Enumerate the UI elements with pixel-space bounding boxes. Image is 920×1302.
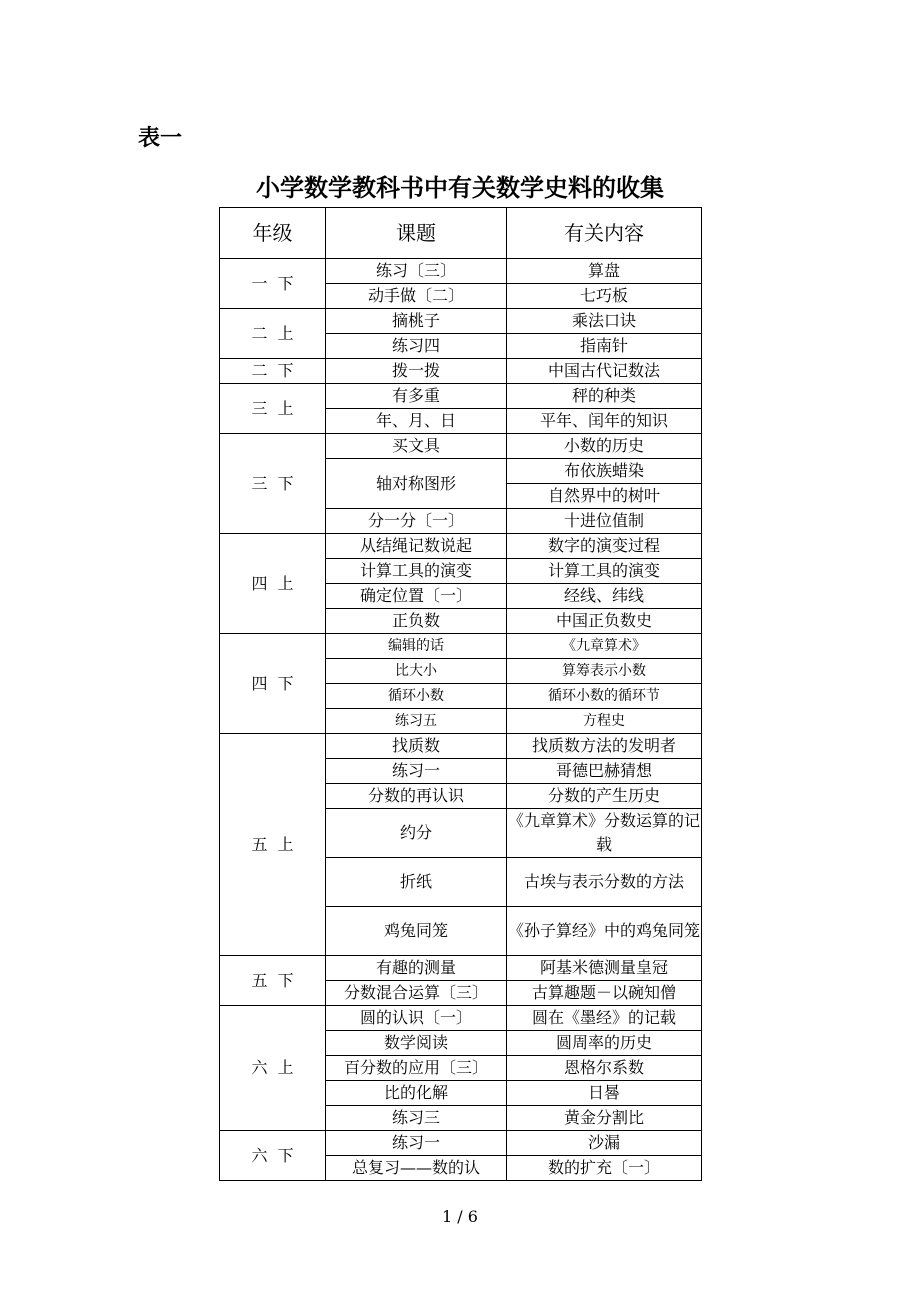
content-cell: 找质数方法的发明者: [507, 734, 702, 759]
topic-cell: 有多重: [326, 384, 507, 409]
topic-cell: 拨一拨: [326, 359, 507, 384]
grade-cell: 三下: [220, 434, 326, 534]
content-cell: 分数的产生历史: [507, 784, 702, 809]
topic-cell: 约分: [326, 809, 507, 858]
content-cell: 沙漏: [507, 1131, 702, 1156]
content-cell: 计算工具的演变: [507, 559, 702, 584]
content-cell: 乘法口诀: [507, 309, 702, 334]
topic-cell: 分数混合运算〔三〕: [326, 981, 507, 1006]
content-cell: 十进位值制: [507, 509, 702, 534]
content-cell: 中国古代记数法: [507, 359, 702, 384]
content-cell: 循环小数的循环节: [507, 684, 702, 709]
table-row: [220, 1006, 702, 1031]
header-topic: 课题: [326, 208, 507, 259]
topic-cell: 练习三: [326, 1106, 507, 1131]
topic-cell: 找质数: [326, 734, 507, 759]
topic-cell: 数学阅读: [326, 1031, 507, 1056]
topic-cell: 摘桃子: [326, 309, 507, 334]
content-cell: 中国正负数史: [507, 609, 702, 634]
content-cell: 恩格尔系数: [507, 1056, 702, 1081]
grade-cell: 二下: [220, 359, 326, 384]
content-cell: 圆周率的历史: [507, 1031, 702, 1056]
topic-cell: 比大小: [326, 659, 507, 684]
topic-cell: 分数的再认识: [326, 784, 507, 809]
topic-cell: 分一分〔一〕: [326, 509, 507, 534]
topic-cell: 有趣的测量: [326, 956, 507, 981]
topic-cell: 圆的认识〔一〕: [326, 1006, 507, 1031]
table-row: [220, 309, 702, 334]
content-cell: 日晷: [507, 1081, 702, 1106]
content-cell: 经线、纬线: [507, 584, 702, 609]
topic-cell: 买文具: [326, 434, 507, 459]
content-cell: 算筹表示小数: [507, 659, 702, 684]
topic-cell: 确定位置〔一〕: [326, 584, 507, 609]
content-cell: 《九章算术》分数运算的记载: [507, 809, 702, 858]
content-cell: 小数的历史: [507, 434, 702, 459]
table-row: [220, 434, 702, 459]
table-row: [220, 534, 702, 559]
table-row: [220, 734, 702, 759]
grade-cell: 六下: [220, 1131, 326, 1181]
topic-cell: 练习一: [326, 759, 507, 784]
topic-cell: 总复习——数的认: [326, 1156, 507, 1181]
grade-cell: 四上: [220, 534, 326, 634]
topic-cell: 练习一: [326, 1131, 507, 1156]
table-row: [220, 259, 702, 284]
content-cell: 数字的演变过程: [507, 534, 702, 559]
content-cell: 自然界中的树叶: [507, 484, 702, 509]
topic-cell: 练习五: [326, 709, 507, 734]
grade-cell: 二上: [220, 309, 326, 359]
content-cell: 《九章算术》: [507, 634, 702, 659]
table-body: [220, 259, 702, 1181]
topic-cell: 年、月、日: [326, 409, 507, 434]
grade-cell: 一下: [220, 259, 326, 309]
content-cell: 《孙子算经》中的鸡兔同笼: [507, 907, 702, 956]
grade-cell: 五下: [220, 956, 326, 1006]
topic-cell: 从结绳记数说起: [326, 534, 507, 559]
topic-cell: 鸡兔同笼: [326, 907, 507, 956]
content-cell: 古埃与表示分数的方法: [507, 858, 702, 907]
content-cell: 黄金分割比: [507, 1106, 702, 1131]
topic-cell: 编辑的话: [326, 634, 507, 659]
topic-cell: 动手做〔二〕: [326, 284, 507, 309]
content-cell: 数的扩充〔一〕: [507, 1156, 702, 1181]
content-cell: 指南针: [507, 334, 702, 359]
topic-cell: 循环小数: [326, 684, 507, 709]
content-cell: 七巧板: [507, 284, 702, 309]
content-cell: 阿基米德测量皇冠: [507, 956, 702, 981]
topic-cell: 计算工具的演变: [326, 559, 507, 584]
grade-cell: 三上: [220, 384, 326, 434]
content-cell: 哥德巴赫猜想: [507, 759, 702, 784]
table-label: 表一: [138, 126, 183, 151]
topic-cell: 折纸: [326, 858, 507, 907]
topic-cell: 百分数的应用〔三〕: [326, 1056, 507, 1081]
grade-cell: 四下: [220, 634, 326, 734]
content-cell: 布依族蜡染: [507, 459, 702, 484]
content-cell: 算盘: [507, 259, 702, 284]
header-grade: 年级: [220, 208, 326, 259]
table-row: [220, 359, 702, 384]
topic-cell: 比的化解: [326, 1081, 507, 1106]
header-content: 有关内容: [507, 208, 702, 259]
header-row: [220, 208, 702, 259]
content-cell: 古算趣题－以碗知僧: [507, 981, 702, 1006]
content-cell: 秤的种类: [507, 384, 702, 409]
topic-cell: 练习〔三〕: [326, 259, 507, 284]
topic-cell: 轴对称图形: [326, 459, 507, 509]
topic-cell: 正负数: [326, 609, 507, 634]
content-cell: 圆在《墨经》的记载: [507, 1006, 702, 1031]
content-cell: 方程史: [507, 709, 702, 734]
table-row: [220, 634, 702, 659]
table-row: [220, 1131, 702, 1156]
table-row: [220, 384, 702, 409]
topic-cell: 练习四: [326, 334, 507, 359]
page-number: 1 / 6: [442, 1207, 478, 1226]
grade-cell: 五上: [220, 734, 326, 956]
page-title: 小学数学教科书中有关数学史料的收集: [256, 174, 664, 202]
history-table: [219, 207, 702, 1181]
table-row: [220, 956, 702, 981]
content-cell: 平年、闰年的知识: [507, 409, 702, 434]
grade-cell: 六上: [220, 1006, 326, 1131]
